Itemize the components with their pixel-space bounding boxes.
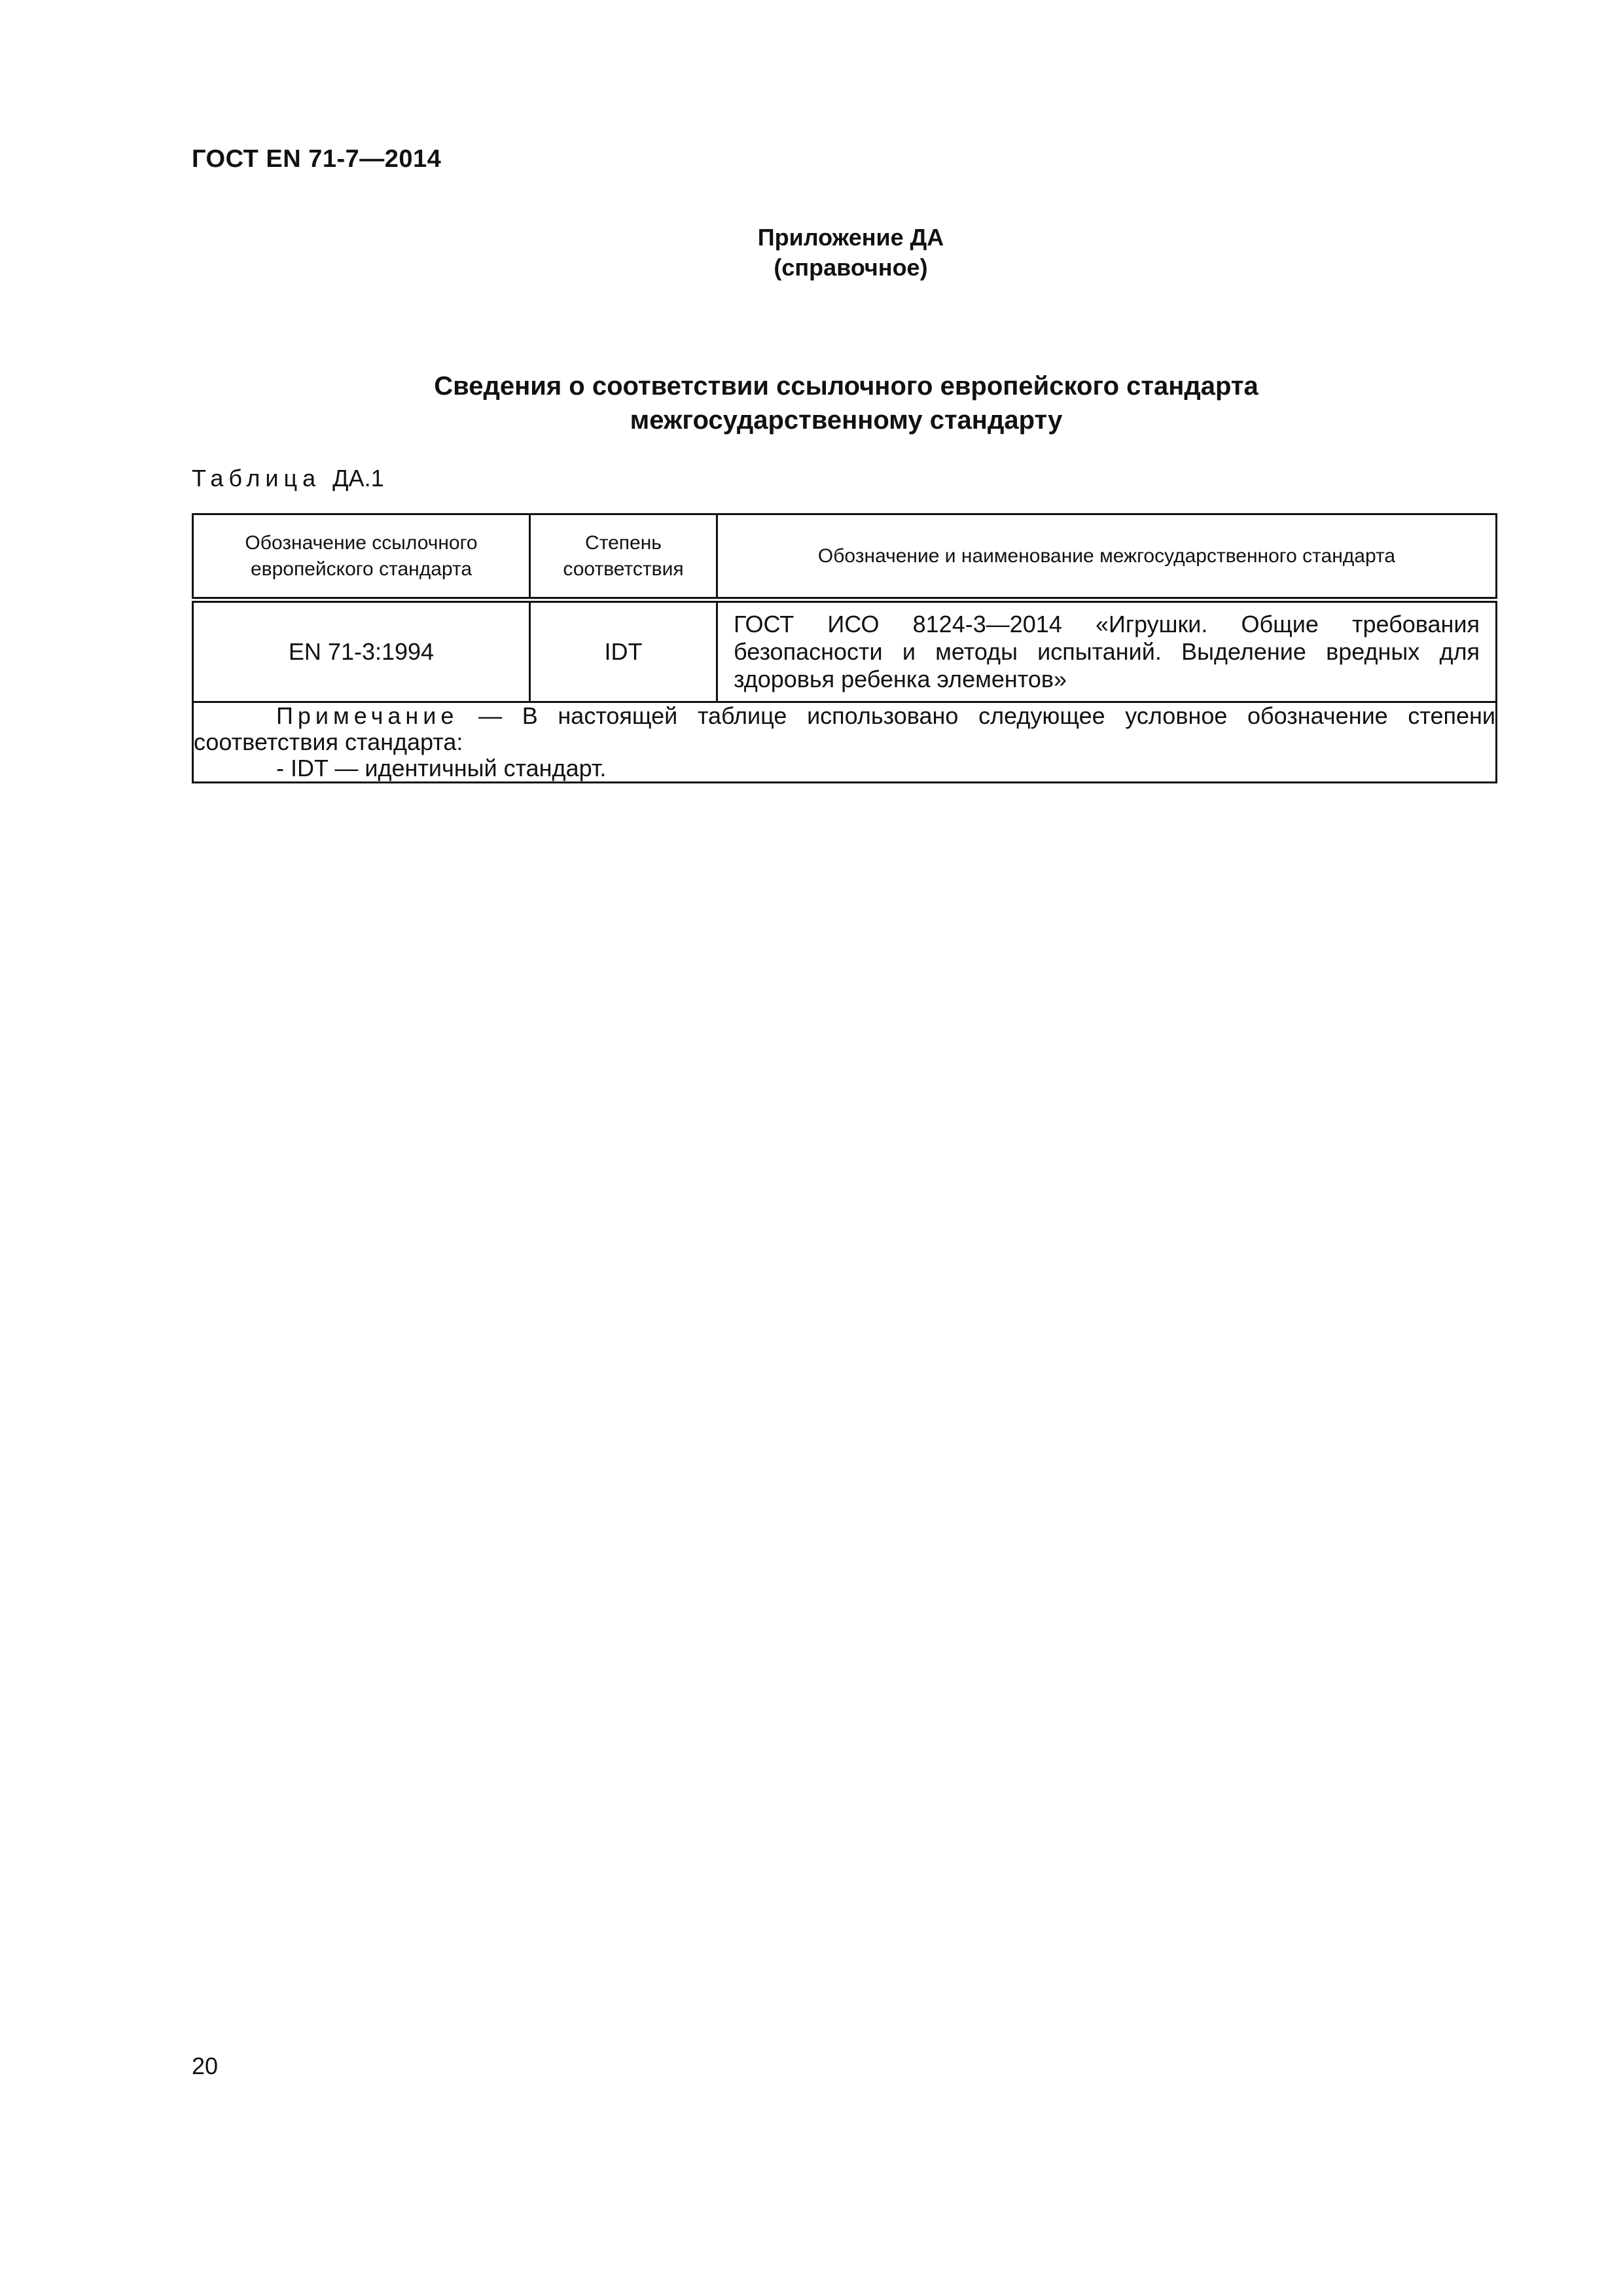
- table-note-row: [193, 702, 1497, 783]
- document-title-line-1: Сведения о соответствии ссылочного европейского стандарта: [434, 372, 1258, 401]
- appendix-subtitle: (справочное): [774, 254, 928, 281]
- header-interstate-standard: Обозначение и наименование межгосударственного стандарта: [717, 514, 1497, 600]
- note-item: - IDT — идентичный стандарт.: [276, 755, 607, 781]
- table-note: [193, 702, 1497, 783]
- cell-standard: ГОСТ ИСО 8124-3—2014 «Игрушки. Общие требования безопасности и методы испытаний. Выделение вредных для здоровья ребенка элементов»: [717, 600, 1497, 702]
- page-number: 20: [192, 2053, 219, 2079]
- document-title: [192, 369, 1501, 437]
- note-paragraph: [194, 703, 1495, 755]
- document-code: ГОСТ EN 71-7—2014: [192, 145, 442, 173]
- document-title-line-2: межгосударственному стандарту: [630, 406, 1063, 435]
- note-label: Примечание: [276, 702, 459, 729]
- correspondence-table: [192, 513, 1497, 783]
- table-header-row: [193, 514, 1497, 600]
- table-caption-label: Таблица: [192, 465, 321, 492]
- cell-degree: IDT: [530, 600, 717, 702]
- table-row: [193, 600, 1497, 702]
- table-caption: [192, 465, 384, 492]
- table-caption-number: ДА.1: [332, 465, 384, 492]
- header-degree: Степень соответствия: [530, 514, 717, 600]
- appendix-title: Приложение ДА: [757, 224, 944, 251]
- header-reference-standard: Обозначение ссылочного европейского стандарта: [193, 514, 530, 600]
- note-text: — В настоящей таблице использовано следующее условное обозначение степени соответствия стандарта:: [194, 702, 1495, 755]
- appendix-heading: [196, 223, 1505, 283]
- cell-reference: EN 71-3:1994: [193, 600, 530, 702]
